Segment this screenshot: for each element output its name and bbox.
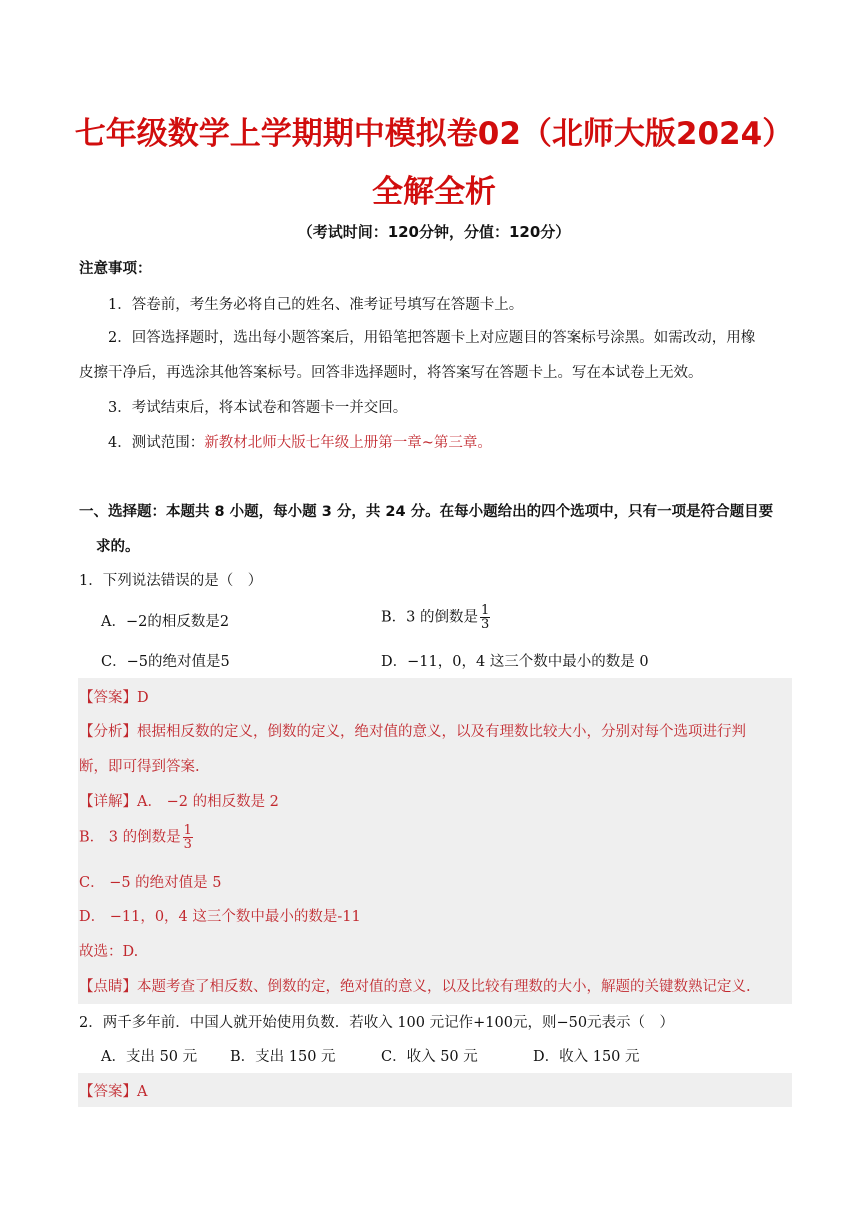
section-heading-line2: 求的。 — [96, 539, 140, 555]
notice-item-2-line1: 2．回答选择题时，选出每小题答案后，用铅笔把答题卡上对应题目的答案标号涂黑。如需改动，用橡 — [108, 330, 756, 346]
question-2-option-c: C．收入 50 元 — [381, 1049, 478, 1065]
document-title: 七年级数学上学期期中模拟卷02（北师大版2024） — [74, 116, 794, 152]
notice-item-1: 1．答卷前，考生务必将自己的姓名、准考证号填写在答题卡上。 — [108, 297, 524, 313]
option-b-text: B．3 的倒数是 — [381, 609, 478, 626]
question-2-option-a: A．支出 50 元 — [101, 1049, 198, 1065]
question-1-detail-a: 【详解】A． −2 的相反数是 2 — [79, 794, 279, 810]
fraction-denominator: 3 — [183, 837, 192, 852]
notice-item-4-prefix: 4．测试范围： — [108, 435, 205, 451]
question-1-detail-c: C． −5 的绝对值是 5 — [79, 875, 222, 891]
fraction-numerator: 1 — [183, 823, 192, 838]
question-1-detail-b — [79, 824, 193, 851]
question-1-option-c: C．−5的绝对值是5 — [101, 654, 230, 670]
question-1-comment: 【点睛】本题考查了相反数、倒数的定，绝对值的意义，以及比较有理数的大小，解题的关键数熟记定义. — [79, 979, 751, 995]
fraction-one-third — [183, 824, 193, 851]
question-2-stem: 2．两千多年前．中国人就开始使用负数．若收入 100 元记作+100元，则−50元表示（ ） — [79, 1015, 675, 1031]
question-1-answer: 【答案】D — [79, 690, 149, 706]
question-1-choice: 故选：D. — [79, 944, 139, 960]
exam-info: （考试时间：120分钟，分值：120分） — [297, 223, 571, 241]
notice-header: 注意事项： — [79, 261, 152, 277]
question-1-analysis-line1: 【分析】根据相反数的定义，倒数的定义，绝对值的意义，以及有理数比较大小，分别对每个选项进行判 — [79, 724, 746, 740]
test-range: 新教材北师大版七年级上册第一章~第三章。 — [204, 435, 492, 451]
notice-item-3: 3．考试结束后，将本试卷和答题卡一并交回。 — [108, 400, 408, 416]
fraction-numerator: 1 — [481, 603, 490, 618]
question-2-answer: 【答案】A — [79, 1084, 148, 1100]
notice-item-2-line2: 皮擦干净后，再选涂其他答案标号。回答非选择题时，将答案写在答题卡上。写在本试卷上无效。 — [79, 365, 703, 381]
question-1-stem: 1．下列说法错误的是（ ） — [79, 573, 263, 589]
question-2-option-b: B．支出 150 元 — [230, 1049, 336, 1065]
question-1-option-b — [381, 604, 490, 631]
detail-b-text: B． 3 的倒数是 — [79, 829, 181, 846]
question-2-solution-box — [78, 1073, 792, 1107]
notice-item-4 — [108, 433, 492, 453]
document-subtitle: 全解全析 — [372, 174, 496, 210]
question-1-option-a: A．−2的相反数是2 — [101, 614, 230, 630]
fraction-one-third — [480, 604, 490, 631]
question-1-detail-d: D． −11，0，4 这三个数中最小的数是-11 — [79, 909, 361, 925]
fraction-denominator: 3 — [481, 617, 490, 632]
question-1-analysis-line2: 断，即可得到答案. — [79, 759, 200, 775]
section-heading-line1: 一、选择题：本题共 8 小题，每小题 3 分，共 24 分。在每小题给出的四个选项中，只有一项是符合题目要 — [79, 504, 774, 520]
question-1-option-d: D．−11，0，4 这三个数中最小的数是 0 — [381, 654, 649, 670]
question-2-option-d: D．收入 150 元 — [533, 1049, 640, 1065]
